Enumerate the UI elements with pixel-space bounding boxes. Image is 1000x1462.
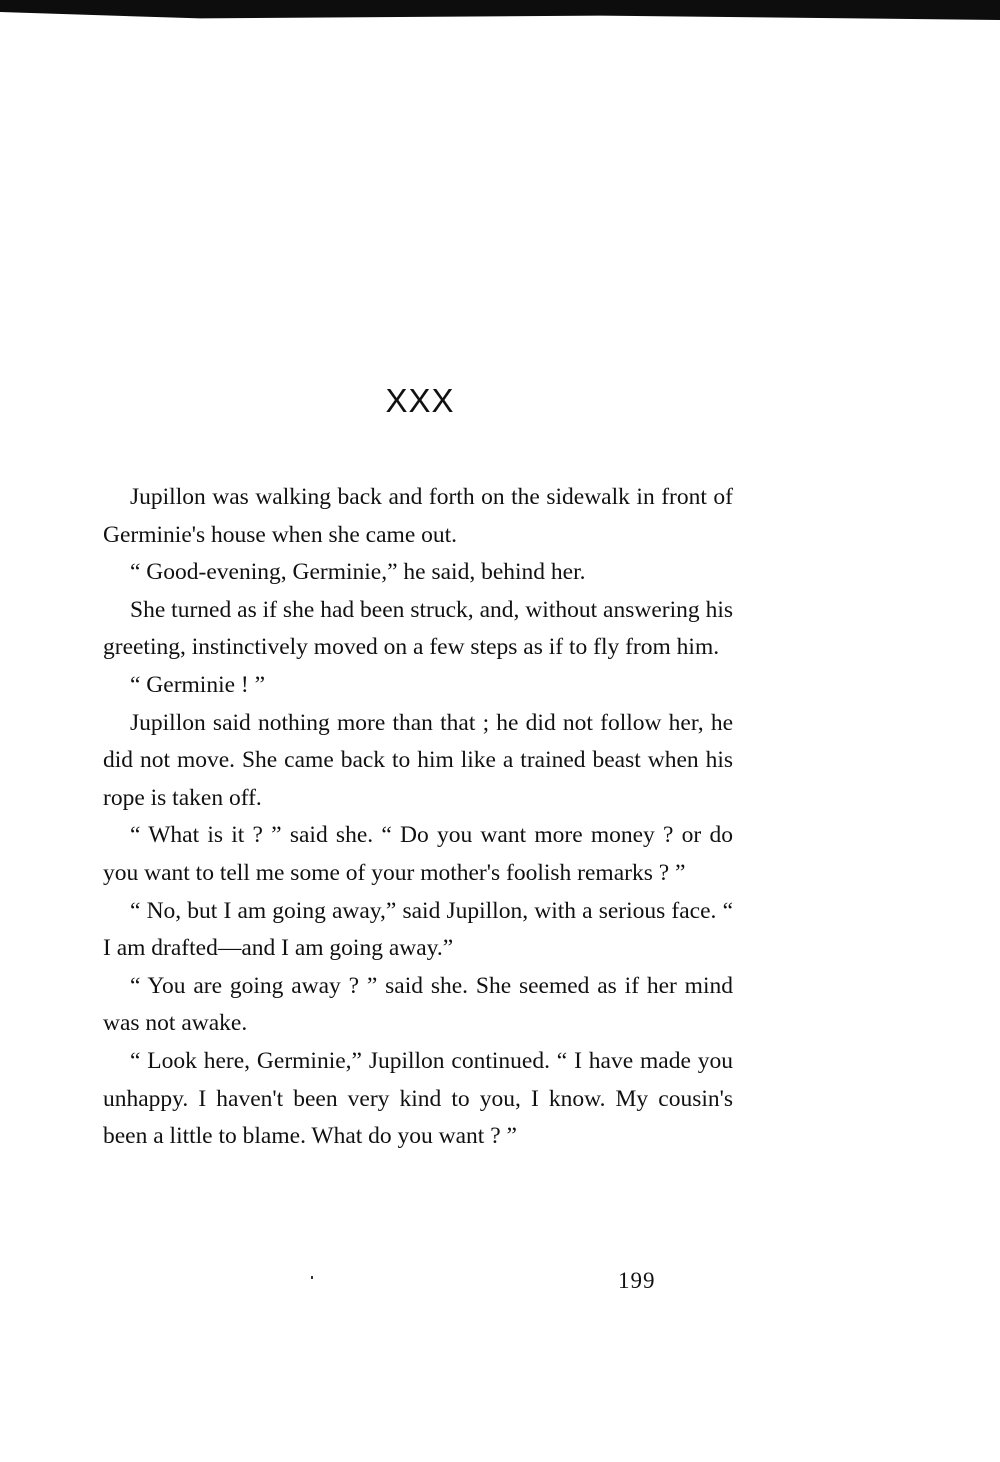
chapter-body [103, 479, 733, 1156]
paragraph: “ You are going away ? ” said she. She seemed as if her mind was not awake. [103, 972, 733, 1037]
paragraph: Jupillon was walking back and forth on the sidewalk in front of Germinie's house when she came out. [103, 484, 733, 548]
paragraph: “ What is it ? ” said she. “ Do you want more money ? or do you want to tell me some of your mother's foolish remarks ? ” [103, 822, 733, 886]
paragraph: Jupillon said nothing more than that ; he did not follow her, he did not move. She came back to him like a trained beast when his rope is taken off. [103, 709, 733, 811]
paragraph: “ Germinie ! ” [130, 671, 266, 698]
scan-border [0, 0, 1000, 20]
page-number: 199 [618, 1268, 656, 1293]
paragraph: “ Good-evening, Germinie,” he said, behind her. [130, 559, 586, 586]
paragraph: “ No, but I am going away,” said Jupillon, with a serious face. “ I am drafted—and I am going away.” [103, 897, 733, 962]
ink-speck [311, 1276, 313, 1279]
paragraph: She turned as if she had been struck, and, without answering his greeting, instinctively moved on a few steps as if to fly from him. [103, 596, 733, 661]
paragraph: “ Look here, Germinie,” Jupillon continued. “ I have made you unhappy. I haven't been very kind to you, I know. My cousin's been a little to blame. What do you want ? ” [103, 1047, 733, 1150]
chapter-title: XXX [385, 382, 455, 419]
